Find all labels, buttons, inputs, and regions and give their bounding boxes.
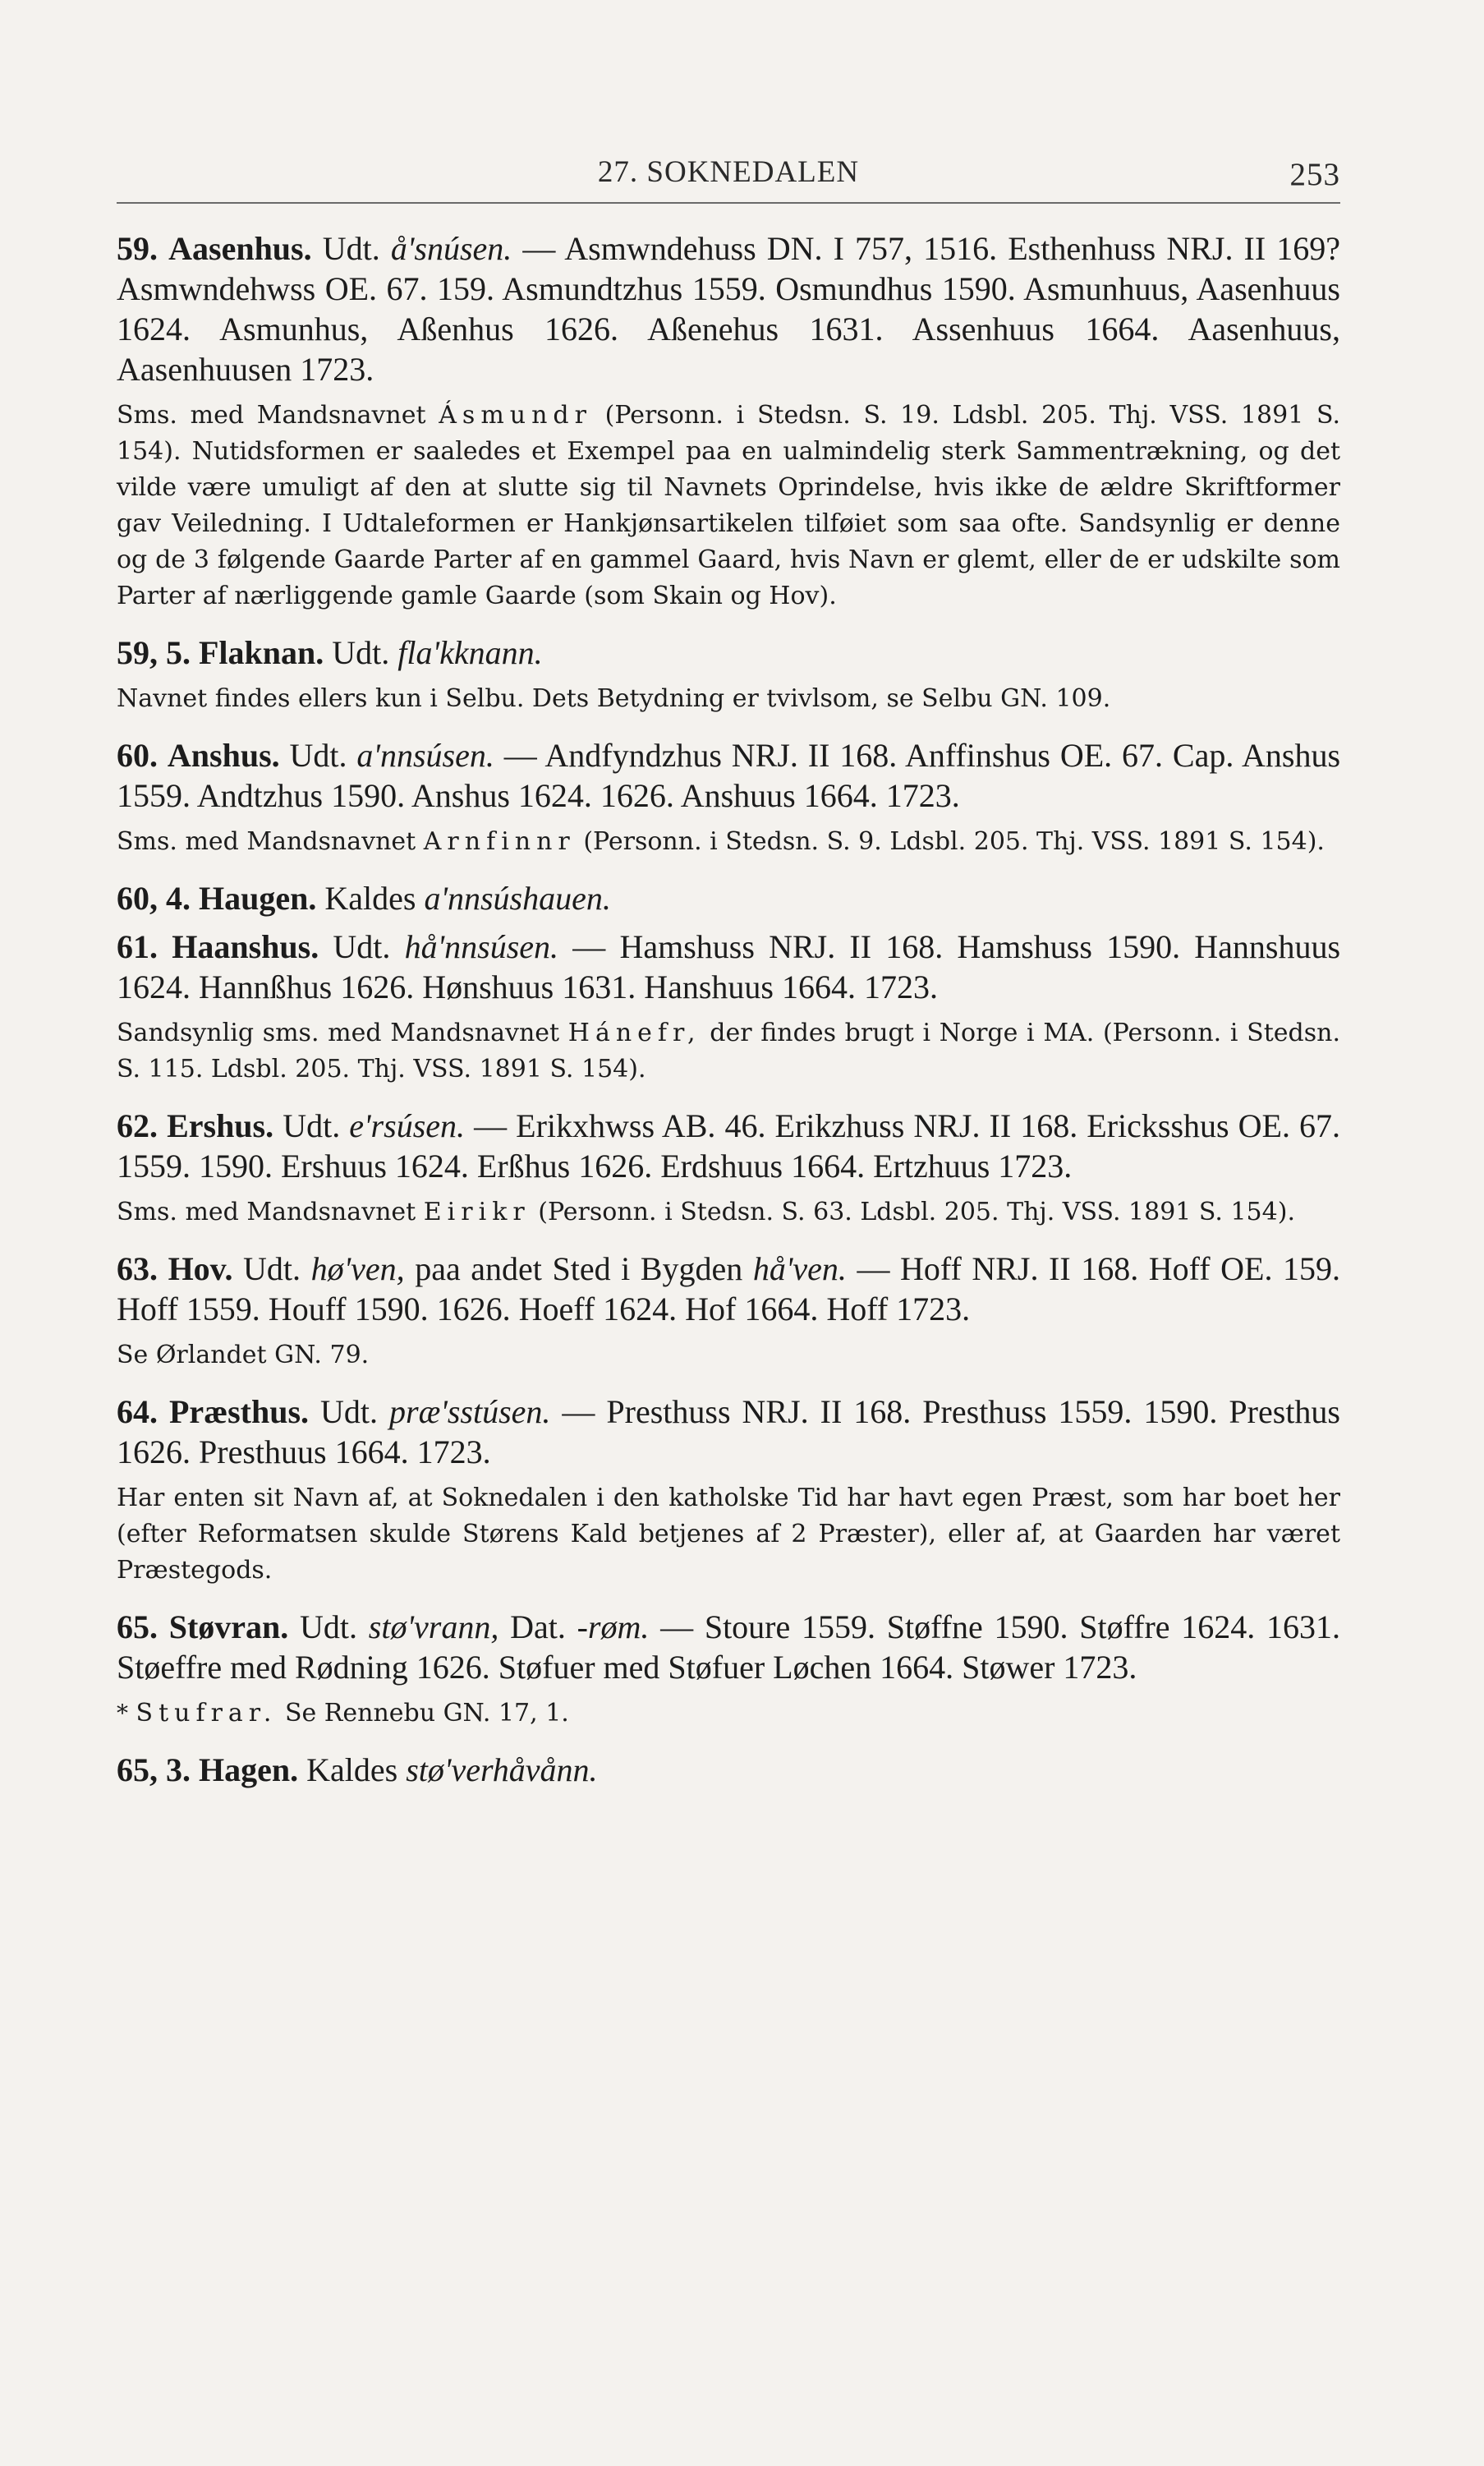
pronunciation: hå'nnsúsen. <box>404 928 559 965</box>
udt-label: Udt. <box>333 928 391 965</box>
entry-63 <box>117 1249 1340 1329</box>
entry-59 <box>117 228 1340 389</box>
farm-name: Haugen. <box>199 880 317 917</box>
entry-number: 65. <box>117 1608 158 1645</box>
note-62 <box>117 1194 1340 1231</box>
note-64: Har enten sit Navn af, at Soknedalen i den katholske Tid har havt egen Præst, som har boet her (efter Reformatsen skulde Størens Kald betjenes af 2 Præster), eller af, at Gaarden har været Præstegods. <box>117 1484 1340 1585</box>
historical-forms: — Andfyndzhus NRJ. II 168. Anffinshus OE. 67. Cap. Anshus 1559. Andtzhus 1590. Anshus 1624. 1626. Anshuus 1664. 1723. <box>117 737 1341 814</box>
running-head <box>117 154 1340 204</box>
pronunciation-alt: hå'ven. <box>752 1250 847 1287</box>
udt-label: Udt. <box>320 1393 379 1430</box>
note-text: Sms. med Mandsnavnet <box>117 1198 416 1226</box>
personal-name: Hánefr, <box>567 1019 701 1047</box>
farm-name: Støvran. <box>168 1608 289 1645</box>
pronunciation: præ'sstúsen. <box>389 1393 551 1430</box>
entry-64 <box>117 1392 1340 1472</box>
entry-text: Dat. <box>510 1608 566 1645</box>
entry-number: 64. <box>117 1393 158 1430</box>
historical-forms: — Hoff NRJ. II 168. Hoff OE. 159. Hoff 1559. Houff 1590. 1626. Hoeff 1624. Hof 1664. Hoff 1723. <box>117 1250 1341 1327</box>
note-text: Sms. med Mandsnavnet <box>117 827 416 856</box>
note-text: (Personn. i Stedsn. S. 19. Ldsbl. 205. Thj. VSS. 1891 S. 154). Nutidsformen er saaledes et Exempel paa en ualmindelig sterk Sammentrækning, og det vilde være umuligt af den at slutte sig til Navnets Oprindelse, hvis ikke de ældre Skriftformer gav Veiledning. I Udtaleformen er Hankjønsartikelen tilføiet som saa ofte. Sandsynlig er denne og de 3 følgende Gaarde Parter af en gammel Gaard, hvis Navn er glemt, eller de er udskilte som Parter af nærliggende gamle Gaarde (som Skain og Hov). <box>117 401 1340 610</box>
personal-name: Ásmundr <box>439 401 592 430</box>
historical-forms: — Presthuss NRJ. II 168. Presthuss 1559. 1590. Presthus 1626. Presthuus 1664. 1723. <box>117 1393 1341 1470</box>
note-63: Se Ørlandet GN. 79. <box>117 1341 370 1369</box>
udt-label: Udt. <box>300 1608 358 1645</box>
note-text: Se Rennebu GN. 17, 1. <box>284 1699 569 1728</box>
page-number: 253 <box>1289 157 1340 192</box>
entry-number: 61. <box>117 928 158 965</box>
note-59 <box>117 398 1340 614</box>
note-text: der findes brugt i Norge i MA. (Personn. i Stedsn. S. 115. Ldsbl. 205. Thj. VSS. 1891 S. 154). <box>117 1019 1341 1083</box>
farm-name: Hov. <box>168 1250 233 1287</box>
pronunciation: stø'vrann, <box>368 1608 499 1645</box>
entry-59-5 <box>117 633 1340 673</box>
entry-60-4 <box>117 878 1340 918</box>
farm-name: Aasenhus. <box>168 230 312 267</box>
entry-65-3 <box>117 1750 1340 1790</box>
page-content <box>117 228 1340 1798</box>
udt-label: Udt. <box>283 1107 341 1144</box>
pronunciation: å'snúsen. <box>390 230 512 267</box>
entry-text: Kaldes <box>324 880 416 917</box>
farm-name: Præsthus. <box>169 1393 310 1430</box>
section-title: 27. SOKNEDALEN <box>597 155 860 189</box>
historical-forms: — Erikxhwss AB. 46. Erikzhuss NRJ. II 168. Ericksshus OE. 67. 1559. 1590. Ershuus 1624. Erßhus 1626. Erdshuus 1664. Ertzhuus 1723. <box>117 1107 1341 1185</box>
note-60 <box>117 824 1340 860</box>
book-page <box>117 0 1340 2466</box>
personal-name: Eirikr <box>423 1198 531 1226</box>
entry-65 <box>117 1607 1340 1687</box>
note-61 <box>117 1015 1340 1088</box>
entry-number: 60, 4. <box>117 880 191 917</box>
udt-label: Udt. <box>332 634 390 671</box>
pronunciation-dative: -røm. <box>577 1608 650 1645</box>
pronunciation: hø'ven, <box>310 1250 405 1287</box>
pronunciation: stø'verhåvånn. <box>406 1751 598 1788</box>
entry-text: paa andet Sted i Bygden <box>415 1250 743 1287</box>
header-rule <box>117 202 1340 204</box>
pronunciation: a'nnsúsen. <box>356 737 494 774</box>
pronunciation: fla'kknann. <box>397 634 543 671</box>
entry-61 <box>117 927 1340 1007</box>
personal-name: Arnfinnr <box>423 827 576 856</box>
asterisk: * <box>117 1700 128 1727</box>
pronunciation: a'nnsúshauen. <box>424 880 611 917</box>
entry-62 <box>117 1106 1340 1186</box>
entry-text: Kaldes <box>306 1751 398 1788</box>
note-text: (Personn. i Stedsn. S. 9. Ldsbl. 205. Thj. VSS. 1891 S. 154). <box>583 827 1325 856</box>
note-59-5: Navnet findes ellers kun i Selbu. Dets Betydning er tvivlsom, se Selbu GN. 109. <box>117 684 1111 713</box>
historical-forms: — Hamshuss NRJ. II 168. Hamshuss 1590. Hannshuus 1624. Hannßhus 1626. Hønshuus 1631. Hanshuus 1664. 1723. <box>117 928 1341 1005</box>
udt-label: Udt. <box>243 1250 301 1287</box>
reconstructed-name: Stufrar. <box>136 1699 278 1728</box>
entry-number: 65, 3. <box>117 1751 191 1788</box>
note-text: Sandsynlig sms. med Mandsnavnet <box>117 1019 560 1047</box>
historical-forms: — Asmwndehuss DN. I 757, 1516. Esthenhuss NRJ. II 169? Asmwndehwss OE. 67. 159. Asmundtzhus 1559. Osmundhus 1590. Asmunhuus, Aasenhuus 1624. Asmunhus, Aßenhus 1626. Aßenehus 1631. Assenhuus 1664. Aasenhuus, Aasenhuusen 1723. <box>117 230 1341 388</box>
farm-name: Haanshus. <box>172 928 319 965</box>
entry-number: 59, 5. <box>117 634 191 671</box>
entry-number: 62. <box>117 1107 158 1144</box>
farm-name: Flaknan. <box>199 634 324 671</box>
pronunciation: e'rsúsen. <box>349 1107 466 1144</box>
historical-forms: — Stoure 1559. Støffne 1590. Støffre 1624. 1631. Støeffre med Rødning 1626. Støfuer med Støfuer Løchen 1664. Støwer 1723. <box>117 1608 1341 1686</box>
entry-60 <box>117 735 1340 816</box>
note-text: Sms. med Mandsnavnet <box>117 401 426 430</box>
entry-number: 63. <box>117 1250 158 1287</box>
udt-label: Udt. <box>322 230 380 267</box>
farm-name: Anshus. <box>167 737 280 774</box>
entry-number: 60. <box>117 737 158 774</box>
farm-name: Hagen. <box>199 1751 299 1788</box>
entry-number: 59. <box>117 230 158 267</box>
note-text: (Personn. i Stedsn. S. 63. Ldsbl. 205. Thj. VSS. 1891 S. 154). <box>538 1198 1295 1226</box>
udt-label: Udt. <box>289 737 347 774</box>
farm-name: Ershus. <box>167 1107 274 1144</box>
note-65 <box>117 1695 1340 1732</box>
